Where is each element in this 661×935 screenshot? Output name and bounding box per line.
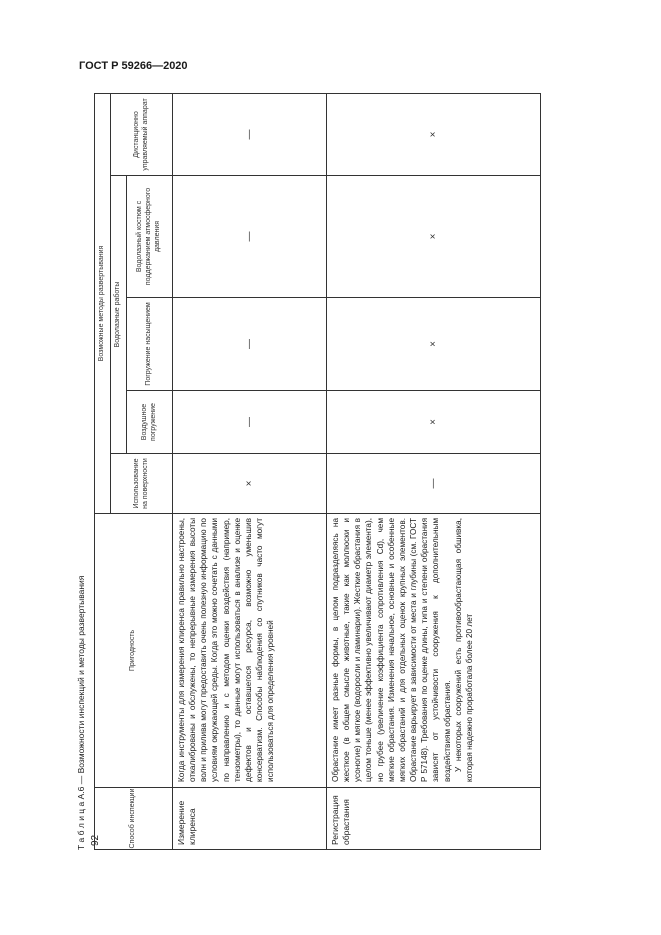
row-description: [327, 514, 541, 788]
mark-atm: ×: [327, 176, 541, 298]
header-diving-group: Водолазные работы: [111, 176, 127, 454]
table-caption: Т а б л и ц а А.6 — Возможности инспекций и методы развертывания: [76, 575, 86, 850]
header-surface: Использование на поверхности: [111, 454, 173, 514]
description-paragraph: У некоторых сооружений есть противообрастающая обшивка, которая надежно проработала более 20 лет: [453, 518, 474, 782]
row-method: Регистрация обрастания: [327, 788, 541, 850]
row-method: Измерение клиренса: [173, 788, 327, 850]
page-number: 92: [90, 834, 101, 846]
header-applicability: Пригодность: [95, 514, 173, 788]
header-air-dive: Воздушное погружение: [127, 391, 173, 454]
mark-surface: ×: [173, 454, 327, 514]
header-rov: Дистанционно управляемый аппарат: [111, 93, 173, 175]
mark-rov: ×: [327, 93, 541, 175]
rotated-table-wrapper: [94, 94, 540, 850]
header-saturation: Погружение насыщением: [127, 298, 173, 391]
table-row: [173, 93, 327, 849]
header-atm-suit: Водолазный костюм с поддержанием атмосферного давления: [127, 176, 173, 298]
description-paragraph: Обрастание имеет разные формы, в целом подразделяясь на жесткое (в общем смысле животные, такие как моллюски и усоногие) и мягкое (водоросли и ламинарии). Жесткие обрастания в целом тоньше (менее эффективно увеличивают диаметр элемента), но грубее (увеличение коэффициента сопротивления Cd), чем мягкие обрастания. Изменения начальное, основные и особенные мягких обрастаний и для отдельных оценок крупных элементов. Обрастание варьирует в зависимости от места и глубины (см. ГОСТ Р 57148). Требования по оценке длины, типа и степени обрастания зависят от устойчивости сооружения к дополнительным воздействиям обрастания.: [331, 518, 452, 782]
mark-air: —: [173, 391, 327, 454]
inspection-table: [94, 93, 541, 850]
mark-saturation: —: [173, 298, 327, 391]
standard-header: ГОСТ Р 59266—2020: [79, 60, 188, 72]
mark-air: ×: [327, 391, 541, 454]
header-deploy-group: Возможные методы развертывания: [95, 93, 111, 513]
mark-saturation: ×: [327, 298, 541, 391]
mark-surface: —: [327, 454, 541, 514]
description-paragraph: Когда инструменты для измерения клиренса правильно настроены, откалиброваны и обслужены, то непрерывные измерения высоты волн и прилива могут предоставить очень полезную информацию по условиям окружающей среды. Когда это можно сочетать с данными по направлению и с методом оценки воздействия (например, тензометры), то данные могут использоваться в анализе и оценке дефектов и оставшегося ресурса, возможно уменьшив консерватизм. Способы наблюдения со спутников часто могут использоваться для определения уровней: [177, 518, 276, 782]
row-description: [173, 514, 327, 788]
header-method: Способ инспекции: [95, 788, 173, 850]
mark-rov: —: [173, 93, 327, 175]
mark-atm: —: [173, 176, 327, 298]
table-row: [327, 93, 541, 849]
